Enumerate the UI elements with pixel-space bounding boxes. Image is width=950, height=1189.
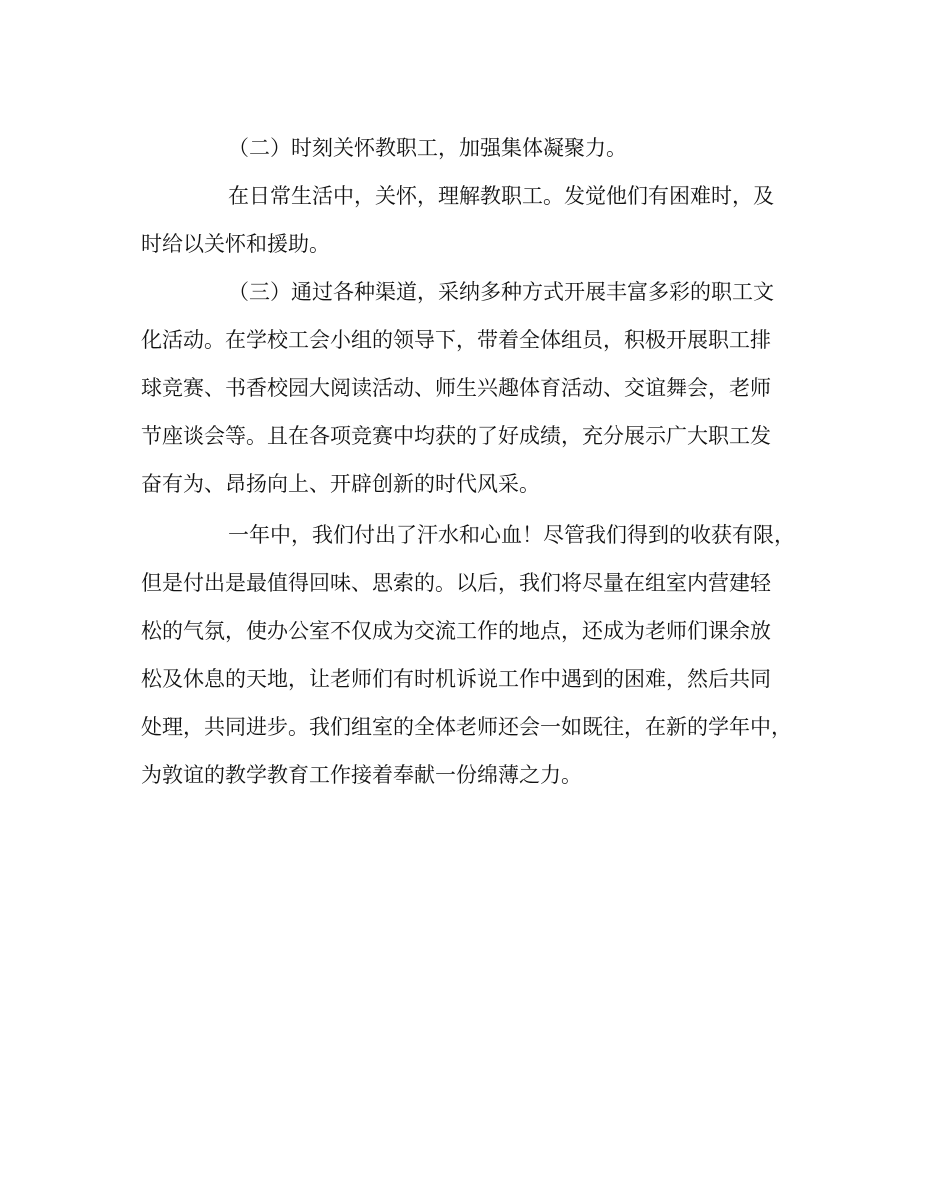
- paragraph-line: 化活动。在学校工会小组的领导下，带着全体组员，积极开展职工排: [141, 328, 771, 352]
- paragraph-line: 处理，共同进步。我们组室的全体老师还会一如既往，在新的学年中，: [141, 715, 792, 739]
- paragraph-line: 松及休息的天地，让老师们有时机诉说工作中遇到的困难，然后共同: [141, 667, 771, 691]
- paragraph-line: 为敦谊的教学教育工作接着奉献一份绵薄之力。: [141, 763, 582, 787]
- paragraph-line: 但是付出是最值得回味、思索的。以后，我们将尽量在组室内营建轻: [141, 571, 771, 595]
- paragraph-line: 节座谈会等。且在各项竞赛中均获的了好成绩，充分展示广大职工发: [141, 424, 771, 448]
- paragraph-line: 球竞赛、书香校园大阅读活动、师生兴趣体育活动、交谊舞会，老师: [141, 376, 771, 400]
- paragraph-line: 时给以关怀和援助。: [141, 232, 330, 256]
- heading-item-two: （二）时刻关怀教职工，加强集体凝聚力。: [228, 136, 627, 160]
- paragraph-line: 一年中，我们付出了汗水和心血！尽管我们得到的收获有限，: [228, 523, 795, 547]
- heading-item-three: （三）通过各种渠道，采纳多种方式开展丰富多彩的职工文: [228, 280, 774, 304]
- paragraph-line: 奋有为、昂扬向上、开辟创新的时代风采。: [141, 472, 540, 496]
- paragraph-line: 在日常生活中，关怀，理解教职工。发觉他们有困难时，及: [228, 184, 774, 208]
- paragraph-line: 松的气氛，使办公室不仅成为交流工作的地点，还成为老师们课余放: [141, 619, 771, 643]
